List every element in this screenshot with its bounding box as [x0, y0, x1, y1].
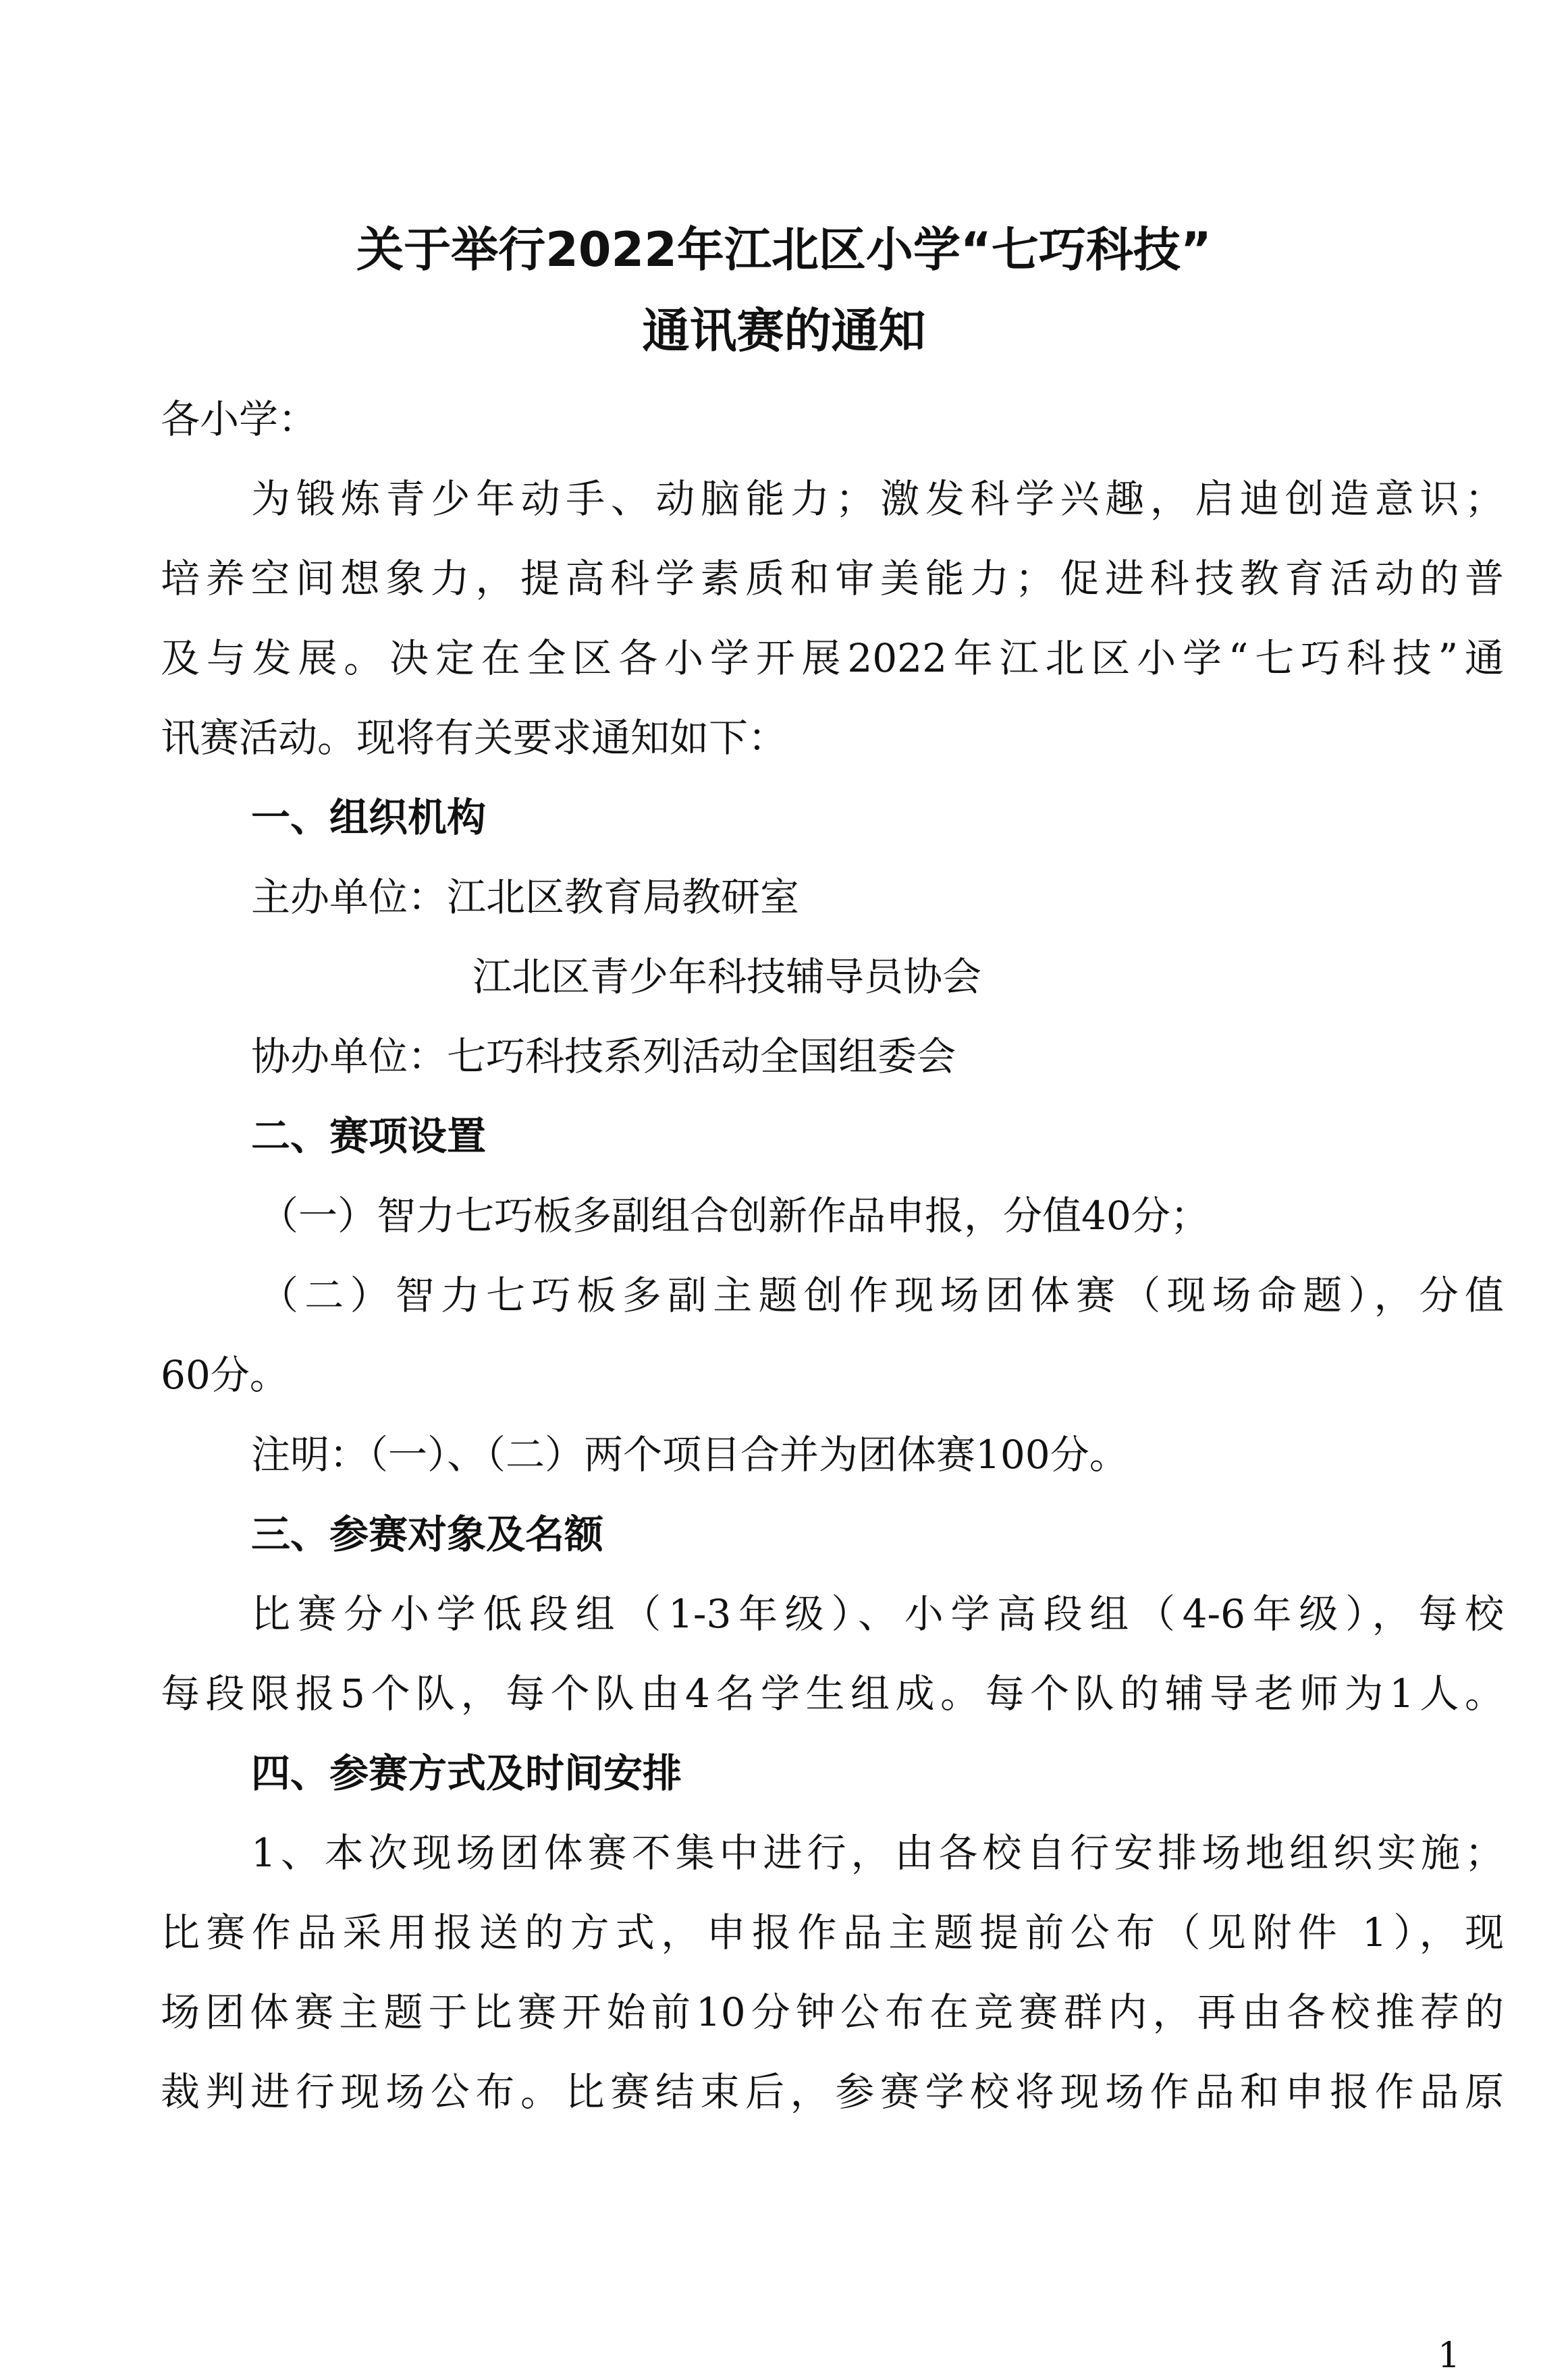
section-1-heading: 一、组织机构	[251, 794, 487, 840]
section-4-line-2: 比赛作品采用报送的方式，申报作品主题提前公布（见附件 1），现	[161, 1910, 1504, 1955]
section-2-item-2-line-2: 60分。	[161, 1352, 289, 1398]
section-4-line-1: 1、本次现场团体赛不集中进行，由各校自行安排场地组织实施；	[251, 1830, 1504, 1876]
section-4-line-3: 场团体赛主题于比赛开始前10分钟公布在竞赛群内，再由各校推荐的	[161, 1989, 1504, 2035]
intro-line-2: 培养空间想象力，提高科学素质和审美能力；促进科技教育活动的普	[161, 556, 1504, 601]
intro-line-3: 及与发展。决定在全区各小学开展2022年江北区小学“七巧科技”通	[161, 635, 1504, 681]
co-unit-line: 协办单位：七巧科技系列活动全国组委会	[251, 1033, 956, 1079]
section-3-line-2: 每段限报5个队，每个队由4名学生组成。每个队的辅导老师为1人。	[161, 1671, 1504, 1717]
section-4-heading: 四、参赛方式及时间安排	[251, 1750, 682, 1796]
section-2-heading: 二、赛项设置	[251, 1113, 487, 1159]
host-unit-line: 主办单位：江北区教育局教研室	[251, 874, 800, 920]
document-title-line-1: 关于举行2022年江北区小学“七巧科技”	[356, 222, 1212, 277]
host-unit-line-2: 江北区青少年科技辅导员协会	[472, 954, 982, 1000]
section-2-item-1: （一）智力七巧板多副组合创新作品申报，分值40分；	[259, 1193, 1210, 1239]
section-2-note: 注明：（一）、（二）两个项目合并为团体赛100分。	[251, 1432, 1129, 1478]
page-number: 1	[1438, 2336, 1461, 2376]
section-3-line-1: 比赛分小学低段组（1-3年级）、小学高段组（4-6年级），每校	[251, 1591, 1504, 1637]
section-4-line-4: 裁判进行现场公布。比赛结束后，参赛学校将现场作品和申报作品原	[161, 2069, 1504, 2115]
intro-line-1: 为锻炼青少年动手、动脑能力；激发科学兴趣，启迪创造意识；	[251, 476, 1504, 522]
intro-line-4: 讯赛活动。现将有关要求通知如下：	[161, 715, 788, 761]
salutation: 各小学：	[161, 396, 318, 442]
document-title-line-2: 通讯赛的通知	[642, 303, 926, 358]
section-3-heading: 三、参赛对象及名额	[251, 1511, 604, 1557]
section-2-item-2-line-1: （二）智力七巧板多副主题创作现场团体赛（现场命题），分值	[259, 1272, 1504, 1318]
